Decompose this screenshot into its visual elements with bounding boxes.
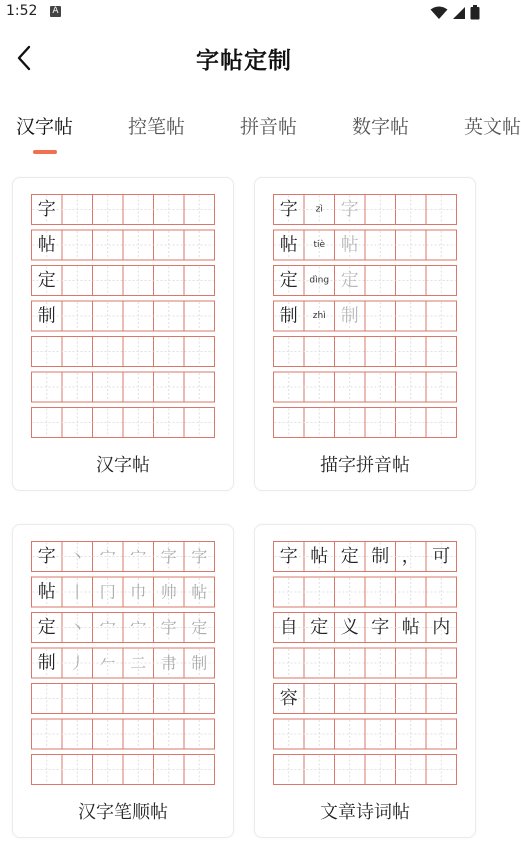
status-icons	[430, 5, 480, 20]
grid-character: 自	[279, 617, 298, 638]
signal-icon	[452, 6, 466, 20]
grid-character: 字	[37, 199, 56, 220]
grid-character: 帖	[401, 617, 420, 638]
card-poem[interactable]	[254, 524, 476, 838]
stroke-step: 定	[191, 618, 208, 637]
stroke-step: 丶	[69, 547, 86, 566]
stroke-step: 宀	[99, 547, 116, 566]
pinyin-label: dìng	[309, 275, 330, 286]
grid-character: 容	[279, 688, 298, 709]
card-stroke-order[interactable]	[12, 524, 234, 838]
grid-row	[32, 195, 215, 225]
grid-character: 义	[340, 617, 359, 638]
grid-character: 制	[279, 305, 298, 327]
grid-character: 制	[37, 652, 56, 674]
grid-row	[274, 230, 457, 260]
stroke-step: 字	[160, 547, 177, 566]
grid-character: 字	[371, 617, 390, 638]
grid-row	[274, 372, 457, 402]
grid-row	[32, 613, 215, 643]
stroke-step: 帖	[191, 582, 208, 602]
grid-character: 定	[37, 270, 56, 291]
grid-character: 制	[371, 546, 390, 567]
card-label: 汉字帖	[96, 455, 150, 476]
stroke-step: 二	[130, 653, 147, 673]
grid-row	[274, 542, 457, 572]
pinyin-label: zì	[315, 204, 323, 215]
grid-character: 内	[432, 617, 451, 638]
grid-character: 字	[37, 546, 56, 567]
grid-row	[274, 301, 457, 331]
grid-row	[274, 408, 457, 438]
grid-character: 帖	[37, 581, 56, 603]
trace-character: 字	[340, 199, 359, 220]
grid-row	[274, 719, 457, 749]
stroke-step: 冂	[99, 582, 116, 602]
stroke-step: 宀	[130, 618, 147, 637]
grid-row	[274, 684, 457, 714]
pinyin-label: zhì	[312, 311, 326, 321]
stroke-step: 帇	[160, 653, 177, 673]
practice-grid	[31, 541, 215, 789]
trace-character: 帖	[340, 234, 359, 256]
grid-character: 帖	[279, 234, 298, 256]
tab-shuzi[interactable]: 数字帖	[352, 116, 410, 138]
card-hanzi[interactable]	[12, 177, 234, 491]
stroke-step: 𠂉	[99, 653, 116, 673]
stroke-step: 巾	[130, 582, 147, 602]
grid-row	[274, 266, 457, 296]
stroke-step: 宀	[99, 618, 116, 637]
tab-hanzi[interactable]: 汉字帖	[16, 116, 74, 138]
grid-character: 定	[279, 270, 298, 291]
notification-icon: A	[50, 6, 61, 17]
card-label: 文章诗词帖	[320, 802, 410, 823]
pinyin-label: tiè	[313, 240, 326, 250]
grid-character: 可	[432, 546, 451, 567]
stroke-step: 宇	[160, 618, 177, 637]
grid-row	[32, 372, 215, 402]
card-label: 汉字笔顺帖	[78, 802, 168, 823]
grid-character: ，	[401, 546, 420, 567]
grid-character: 定	[310, 617, 329, 638]
grid-row	[274, 337, 457, 367]
status-time: 1:52	[6, 3, 38, 19]
practice-grid	[273, 541, 457, 789]
tab-kongbi[interactable]: 控笔帖	[128, 116, 186, 138]
grid-row	[32, 755, 215, 785]
wifi-icon	[430, 6, 448, 20]
grid-character: 帖	[310, 546, 329, 567]
app-bar	[0, 30, 488, 88]
tab-bar	[0, 100, 521, 160]
grid-row	[32, 337, 215, 367]
tab-pinyin[interactable]: 拼音帖	[240, 116, 298, 138]
grid-character: 制	[37, 305, 56, 327]
stroke-step: 帅	[160, 582, 177, 602]
grid-row	[32, 266, 215, 296]
practice-grid	[273, 194, 457, 442]
grid-row	[32, 719, 215, 749]
tab-yingwen[interactable]: 英文帖	[464, 116, 521, 138]
grid-row	[32, 301, 215, 331]
card-pinyin[interactable]	[254, 177, 476, 491]
grid-row	[274, 755, 457, 785]
stroke-step: 字	[191, 547, 208, 566]
grid-row	[274, 195, 457, 225]
battery-icon	[470, 5, 480, 20]
status-bar	[0, 0, 488, 26]
grid-row	[32, 542, 215, 572]
grid-row	[32, 230, 215, 260]
grid-row	[32, 648, 215, 678]
card-label: 描字拼音帖	[320, 455, 410, 476]
trace-character: 制	[340, 305, 359, 327]
grid-character: 字	[279, 546, 298, 567]
trace-character: 定	[340, 270, 359, 291]
grid-row	[274, 613, 457, 643]
grid-character: 定	[37, 617, 56, 638]
stroke-step: 丿	[69, 653, 86, 673]
practice-grid	[31, 194, 215, 442]
stroke-step: 宀	[130, 547, 147, 566]
stroke-step: 丶	[69, 618, 86, 637]
grid-character: 字	[279, 199, 298, 220]
stroke-step: 丨	[69, 582, 86, 602]
grid-row	[274, 648, 457, 678]
grid-row	[32, 684, 215, 714]
stroke-step: 制	[191, 653, 208, 673]
grid-character: 定	[340, 546, 359, 567]
grid-row	[32, 577, 215, 607]
page-title: 字帖定制	[196, 48, 292, 74]
grid-row	[274, 577, 457, 607]
grid-character: 帖	[37, 234, 56, 256]
grid-row	[32, 408, 215, 438]
tab-indicator	[33, 150, 57, 154]
